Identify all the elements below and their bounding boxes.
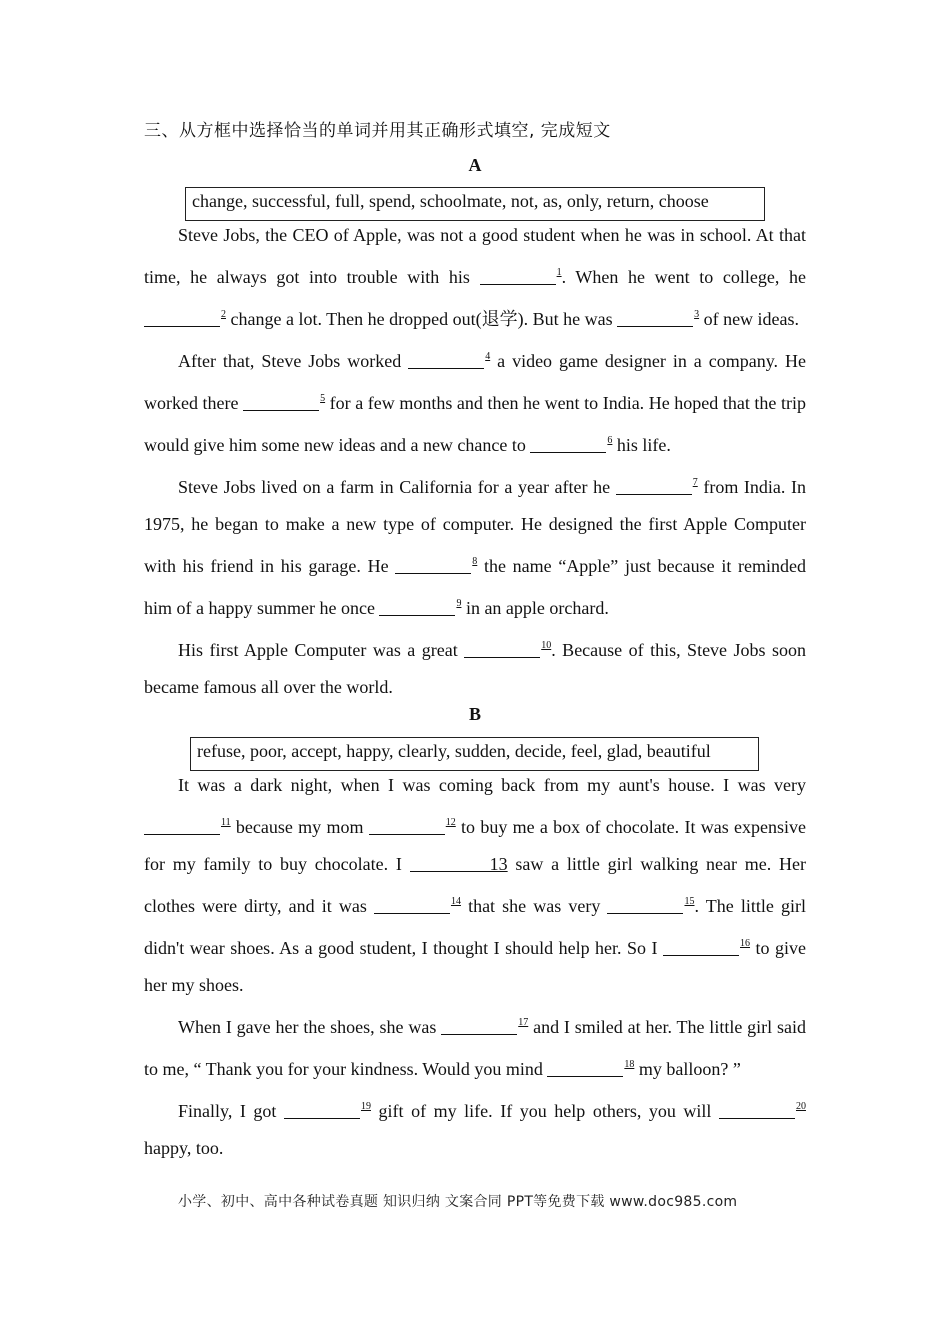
text-run: my balloon? ” xyxy=(634,1059,741,1079)
text-run: Steve Jobs, the CEO of Apple, was not a good student when he was in school. At that time, he always got into trouble with his xyxy=(144,225,806,287)
answer-blank-11[interactable] xyxy=(144,816,220,835)
text-run: that she was very xyxy=(460,896,608,916)
passage-a-paragraph-2 xyxy=(144,338,806,464)
section-a-passage xyxy=(144,217,806,706)
text-run: Finally, I got xyxy=(178,1101,284,1121)
blank-number: 4 xyxy=(485,351,491,362)
answer-blank-10[interactable] xyxy=(464,639,540,658)
answer-blank-20[interactable] xyxy=(719,1100,795,1119)
blank-number: 6 xyxy=(607,435,613,446)
text-run: happy, too. xyxy=(144,1138,224,1158)
text-run: It was a dark night, when I was coming back from my aunt's house. I was very xyxy=(178,775,806,795)
blank-number: 19 xyxy=(360,1101,371,1112)
text-run: . The little girl didn't wear shoes. As a good student, I thought I should help her. So I xyxy=(144,896,806,958)
blank-number: 1 xyxy=(556,267,562,278)
blank-number: 15 xyxy=(684,896,695,907)
text-run: from India. In 1975, he began to make a new type of computer. He designed the first Apple Computer with his friend in his garage. He xyxy=(144,477,807,576)
text-run: in an apple orchard. xyxy=(461,598,609,618)
blank-number: 9 xyxy=(456,598,462,609)
answer-blank-15[interactable] xyxy=(607,895,683,914)
answer-blank-8[interactable] xyxy=(395,555,471,574)
section-b-word-list: refuse, poor, accept, happy, clearly, sudden, decide, feel, glad, beautiful xyxy=(197,741,711,761)
text-run: to give her my shoes. xyxy=(144,938,806,995)
blank-number: 18 xyxy=(624,1059,635,1070)
passage-b-paragraph-1 xyxy=(144,767,806,1004)
text-run: When I gave her the shoes, she was xyxy=(178,1017,442,1037)
text-run: change a lot. Then he dropped out(退学). But he was xyxy=(226,309,618,329)
text-run: the name “Apple” just because it reminded him of a happy summer he once xyxy=(144,556,806,618)
text-run: of new ideas. xyxy=(699,309,800,329)
section-b-word-box xyxy=(190,737,759,771)
blank-number: 2 xyxy=(221,309,226,320)
answer-blank-1[interactable] xyxy=(480,266,556,285)
blank-number: 13 xyxy=(489,854,508,874)
answer-blank-7[interactable] xyxy=(616,476,692,495)
page-footer: 小学、初中、高中各种试卷真题 知识归纳 文案合同 PPT等免费下载 www.doc985.com xyxy=(178,1194,738,1210)
text-run: saw a little girl walking near me. Her clothes were dirty, and it was xyxy=(144,854,806,916)
text-run: and I smiled at her. The little girl said to me, “ Thank you for your kindness. Would you mind xyxy=(144,1017,806,1079)
passage-b-paragraph-3 xyxy=(144,1088,806,1167)
blank-number: 16 xyxy=(740,938,751,949)
blank-number: 12 xyxy=(445,817,456,828)
answer-blank-19[interactable] xyxy=(284,1100,360,1119)
answer-blank-13[interactable] xyxy=(410,853,490,872)
answer-blank-4[interactable] xyxy=(408,350,484,369)
text-run: gift of my life. If you help others, you will xyxy=(370,1101,719,1121)
answer-blank-18[interactable] xyxy=(547,1058,623,1077)
blank-number: 14 xyxy=(450,896,461,907)
section-a-word-list: change, successful, full, spend, schoolmate, not, as, only, return, choose xyxy=(192,191,709,211)
text-run: to buy me a box of chocolate. It was expensive for my family to buy chocolate. I xyxy=(144,817,806,874)
text-run: a video game designer in a company. He worked there xyxy=(144,351,806,413)
answer-blank-5[interactable] xyxy=(243,392,319,411)
text-run: . When he went to college, he xyxy=(561,267,807,287)
text-run: for a few months and then he went to India. He hoped that the trip would give him some new ideas and a new chance to xyxy=(144,393,806,455)
answer-blank-14[interactable] xyxy=(374,895,450,914)
exercise-heading: 三、从方框中选择恰当的单词并用其正确形式填空, 完成短文 xyxy=(144,121,611,141)
text-run: . Because of this, Steve Jobs soon became famous all over the world. xyxy=(144,640,806,697)
passage-a-paragraph-3 xyxy=(144,464,806,627)
blank-number: 17 xyxy=(518,1017,529,1028)
blank-number: 3 xyxy=(694,309,700,320)
text-run: After that, Steve Jobs worked xyxy=(178,351,409,371)
answer-blank-12[interactable] xyxy=(369,816,445,835)
section-a-label: A xyxy=(468,155,482,175)
answer-blank-2[interactable] xyxy=(144,308,220,327)
blank-number: 8 xyxy=(472,556,478,567)
passage-a-paragraph-4 xyxy=(144,627,806,706)
answer-blank-16[interactable] xyxy=(663,937,739,956)
answer-blank-3[interactable] xyxy=(617,308,693,327)
answer-blank-6[interactable] xyxy=(530,434,606,453)
text-run: his life. xyxy=(612,435,671,455)
section-b-passage xyxy=(144,767,806,1167)
passage-a-paragraph-1 xyxy=(144,217,806,338)
blank-number: 5 xyxy=(320,393,326,404)
blank-number: 11 xyxy=(221,817,231,828)
answer-blank-9[interactable] xyxy=(379,597,455,616)
blank-number: 20 xyxy=(795,1101,806,1112)
text-run: Steve Jobs lived on a farm in California for a year after he xyxy=(178,477,616,497)
passage-b-paragraph-2 xyxy=(144,1004,806,1088)
blank-number: 7 xyxy=(692,477,698,488)
blank-number: 10 xyxy=(541,640,552,651)
text-run: His first Apple Computer was a great xyxy=(178,640,465,660)
text-run: because my mom xyxy=(230,817,369,837)
section-a-word-box xyxy=(185,187,765,221)
section-b-label: B xyxy=(468,704,481,724)
answer-blank-17[interactable] xyxy=(441,1016,517,1035)
